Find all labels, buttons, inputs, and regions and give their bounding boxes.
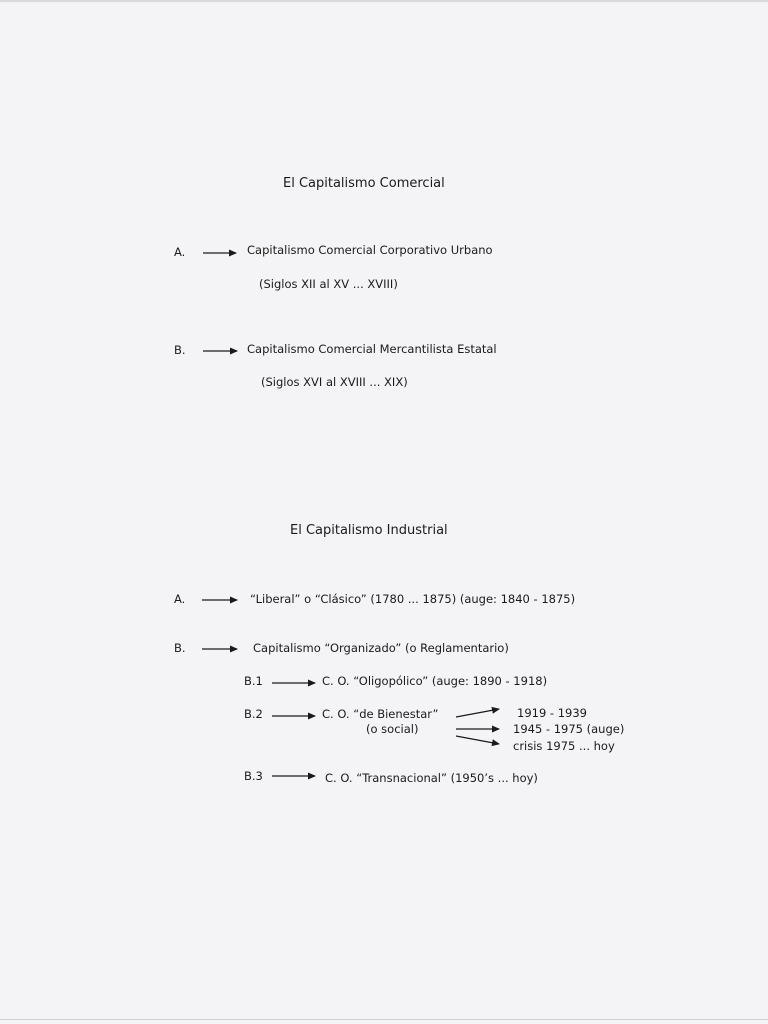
subitem-text: C. O. “Oligopólico” (auge: 1890 - 1918) [322,674,548,688]
arrow-icon [456,709,499,717]
subitem-text: C. O. “de Bienestar” [322,707,439,721]
item-text: “Liberal” o “Clásico” (1780 ... 1875) (auge: 1840 - 1875) [250,592,576,606]
subitem-subtext: (o social) [366,722,419,736]
item-subtext: (Siglos XVI al XVIII ... XIX) [261,375,408,389]
branch-period: crisis 1975 ... hoy [513,739,615,753]
scan-edge-bottom [0,1019,768,1020]
subitem-label-b3: B.3 [244,769,263,783]
item-label-b: B. [174,641,186,655]
subitem-label-b2: B.2 [244,707,263,721]
item-label-a: A. [174,245,186,259]
item-text: Capitalismo Comercial Mercantilista Estatal [247,342,497,356]
branch-period: 1919 - 1939 [517,706,587,720]
item-subtext: (Siglos XII al XV ... XVIII) [259,277,398,291]
section-title-industrial: El Capitalismo Industrial [290,523,448,538]
section-title-comercial: El Capitalismo Comercial [283,176,445,191]
item-label-b: B. [174,343,186,357]
arrow-icon [456,736,499,744]
item-label-a: A. [174,592,186,606]
branch-period: 1945 - 1975 (auge) [513,722,625,736]
item-text: Capitalismo “Organizado” (o Reglamentario) [253,641,509,655]
subitem-text: C. O. “Transnacional” (1950’s ... hoy) [325,771,538,785]
subitem-label-b1: B.1 [244,674,263,688]
item-text: Capitalismo Comercial Corporativo Urbano [247,243,493,257]
